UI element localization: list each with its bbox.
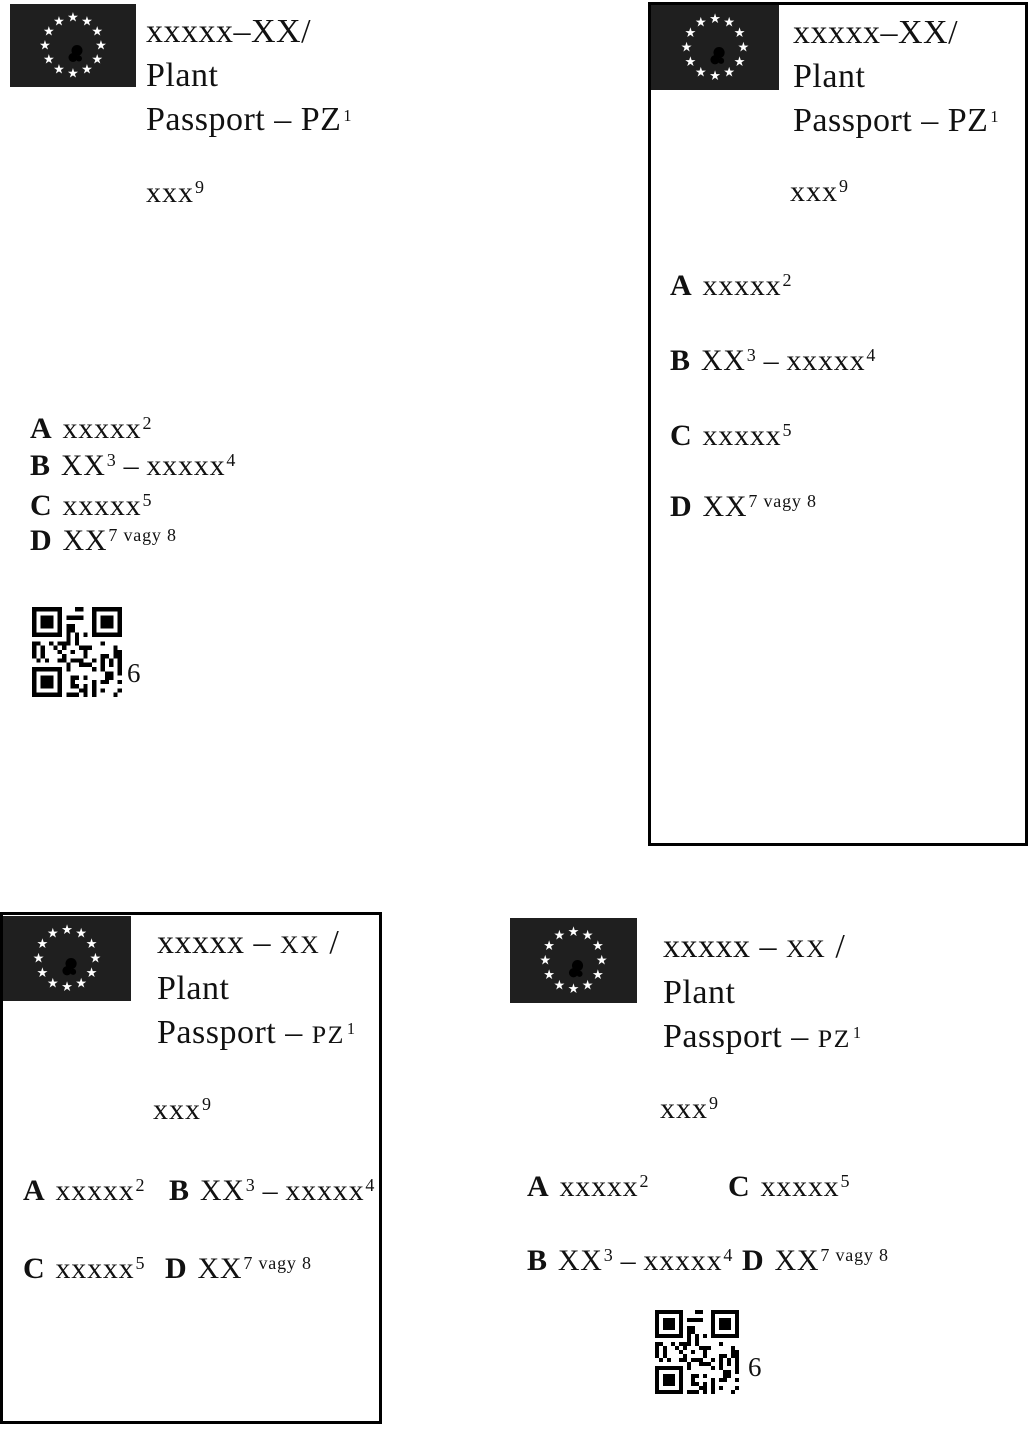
- svg-text:★: ★: [539, 953, 552, 969]
- svg-text:★: ★: [737, 40, 750, 56]
- field-D: D $XX^{7 vagy 8}$: [30, 524, 177, 557]
- svg-text:★: ★: [684, 54, 697, 70]
- svg-text:★: ★: [46, 926, 59, 942]
- title-line3: Passport – PZ $^1$: [146, 101, 353, 138]
- placeholder-xxx9: xxx$^9$: [153, 1093, 212, 1126]
- svg-text:★: ★: [553, 978, 566, 994]
- svg-text:★: ★: [46, 976, 59, 992]
- svg-text:★: ★: [67, 66, 79, 82]
- title-line2: Plant: [146, 57, 219, 94]
- svg-text:★: ★: [91, 52, 104, 68]
- svg-text:★: ★: [53, 14, 65, 30]
- title-line2: Plant: [663, 974, 736, 1011]
- svg-text:★: ★: [81, 62, 93, 78]
- svg-text:★: ★: [75, 926, 88, 942]
- svg-text:★: ★: [694, 65, 707, 81]
- footnote-1-sup: 1: [346, 1019, 356, 1039]
- placeholder-xxx9: xxx$^9$: [790, 175, 849, 208]
- svg-text:★: ★: [32, 951, 45, 967]
- field-B: B $XX^3$ – xxxxx$^4$: [670, 344, 877, 377]
- svg-text:★: ★: [567, 924, 580, 940]
- field-C: C xxxxx$^5$: [30, 489, 153, 522]
- field-A: A xxxxx$^2$: [23, 1174, 146, 1207]
- svg-text:★: ★: [680, 40, 693, 56]
- svg-text:★: ★: [543, 939, 555, 955]
- title-line3: Passport – PZ $^1$: [157, 1014, 356, 1051]
- field-A: A xxxxx$^2$: [527, 1170, 650, 1203]
- field-C: C xxxxx$^5$: [23, 1252, 146, 1285]
- svg-text:★: ★: [592, 967, 604, 983]
- svg-text:★: ★: [39, 38, 51, 54]
- svg-text:★: ★: [709, 69, 721, 85]
- title-line2: Plant: [157, 970, 230, 1007]
- svg-text:★: ★: [91, 24, 104, 40]
- svg-text:★: ★: [61, 922, 73, 938]
- svg-text:★: ★: [53, 62, 65, 78]
- passport-title: [663, 925, 862, 1064]
- qr-footnote-6: 6: [127, 658, 141, 688]
- svg-text:★: ★: [61, 980, 73, 996]
- svg-text:★: ★: [85, 937, 98, 953]
- footnote-1-sup: 1: [343, 106, 353, 126]
- placeholder-xxx9: xxx$^9$: [660, 1092, 719, 1125]
- placeholder-xxx9: xxx$^9$: [146, 176, 205, 209]
- title-line2: Plant: [793, 58, 866, 95]
- title-line3: Passport – PZ $^1$: [663, 1018, 862, 1055]
- svg-text:★: ★: [42, 52, 55, 68]
- svg-text:★: ★: [694, 15, 707, 31]
- qr-footnote-6: 6: [748, 1352, 762, 1382]
- field-D: D $XX^{7 vagy 8}$: [165, 1252, 312, 1285]
- field-B: B $XX^3$ – xxxxx$^4$: [169, 1174, 376, 1207]
- field-B: B $XX^3$ – xxxxx$^4$: [30, 449, 237, 482]
- footnote-1-sup: 1: [990, 107, 1000, 127]
- svg-text:★: ★: [67, 10, 79, 26]
- svg-text:★: ★: [567, 982, 580, 998]
- svg-text:★: ★: [581, 928, 594, 944]
- title-line3: Passport – PZ $^1$: [793, 102, 1000, 139]
- svg-text:★: ★: [733, 26, 746, 42]
- eu-flag-icon: [510, 918, 637, 1003]
- svg-text:★: ★: [89, 951, 102, 967]
- svg-text:★: ★: [543, 967, 555, 983]
- field-D: D $XX^{7 vagy 8}$: [670, 490, 817, 523]
- field-A: A xxxxx$^2$: [670, 269, 793, 302]
- svg-text:★: ★: [723, 65, 736, 81]
- field-C: C xxxxx$^5$: [728, 1170, 851, 1203]
- svg-text:★: ★: [95, 38, 107, 54]
- svg-text:★: ★: [85, 965, 98, 981]
- svg-text:★: ★: [553, 928, 566, 944]
- field-D: D $XX^{7 vagy 8}$: [742, 1244, 889, 1277]
- svg-text:★: ★: [81, 14, 93, 30]
- svg-text:★: ★: [36, 937, 49, 953]
- svg-text:★: ★: [733, 54, 746, 70]
- field-B: B $XX^3$ – xxxxx$^4$: [527, 1244, 734, 1277]
- svg-text:★: ★: [75, 976, 88, 992]
- svg-text:★: ★: [592, 939, 604, 955]
- svg-text:★: ★: [684, 26, 697, 42]
- svg-text:★: ★: [42, 24, 55, 40]
- field-C: C xxxxx$^5$: [670, 419, 793, 452]
- field-A: A xxxxx$^2$: [30, 412, 153, 445]
- title-line1: xxxxx–XX/: [793, 14, 959, 51]
- svg-text:★: ★: [36, 965, 49, 981]
- title-line1: xxxxx – XX /: [157, 924, 340, 961]
- svg-text:★: ★: [595, 953, 608, 969]
- title-line1: xxxxx–XX/: [146, 13, 312, 50]
- svg-text:★: ★: [709, 11, 721, 27]
- svg-text:★: ★: [581, 978, 594, 994]
- qr-code: [655, 1310, 739, 1394]
- svg-text:★: ★: [723, 15, 736, 31]
- title-line1: xxxxx – XX /: [663, 928, 846, 965]
- footnote-1-sup: 1: [852, 1023, 862, 1043]
